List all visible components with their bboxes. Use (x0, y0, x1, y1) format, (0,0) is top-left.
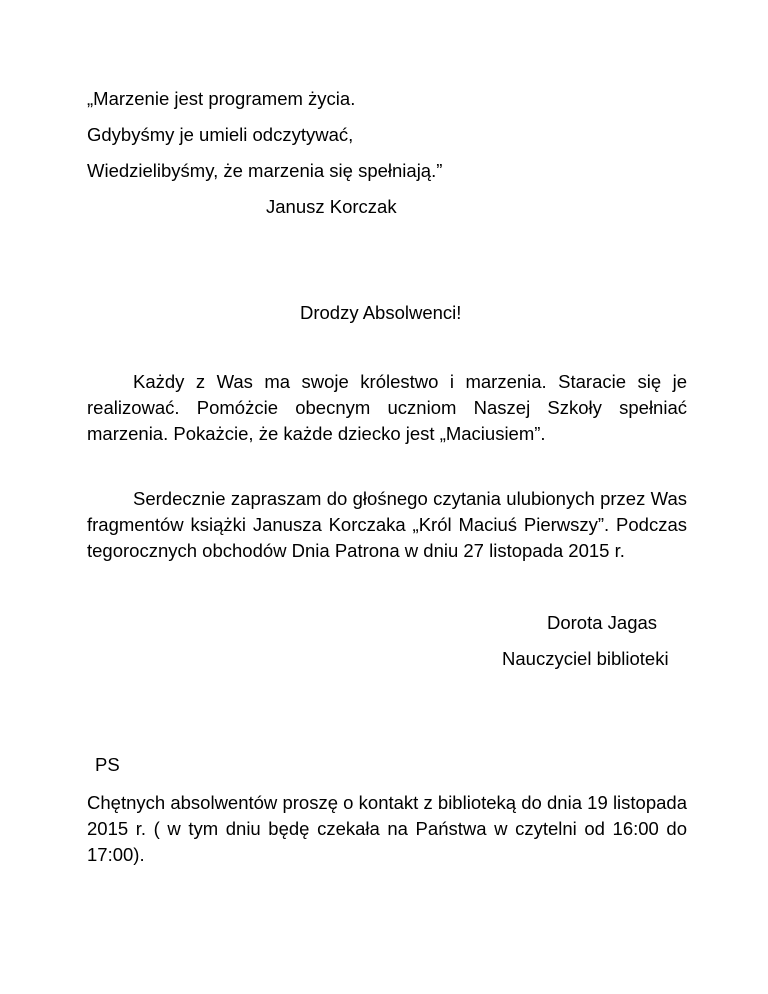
motto-line-3: Wiedzielibyśmy, że marzenia się spełniają.” (87, 160, 443, 181)
signature-name: Dorota Jagas (547, 612, 658, 633)
motto-author: Janusz Korczak (266, 196, 397, 217)
body-paragraph-2-text: Serdecznie zapraszam do głośnego czytania ulubionych przez Was fragmentów książki Janusza Korczaka „Król Maciuś Pierwszy”. Podczas tegorocznych obchodów Dnia Patrona w dniu 27 listopada 2015 r. (87, 488, 687, 561)
motto-line-2: Gdybyśmy je umieli odczytywać, (87, 124, 354, 145)
postscript-label: PS (95, 754, 120, 775)
salutation: Drodzy Absolwenci! (300, 302, 462, 323)
signature-role: Nauczyciel biblioteki (502, 648, 669, 669)
body-paragraph-2 (87, 486, 687, 564)
body-paragraph-1 (87, 369, 687, 447)
motto-line-1: „Marzenie jest programem życia. (87, 88, 356, 109)
postscript-text: Chętnych absolwentów proszę o kontakt z biblioteką do dnia 19 listopada 2015 r. ( w tym dniu będę czekała na Państwa w czytelni od 16:00 do 17:00). (87, 792, 687, 865)
body-paragraph-1-text: Każdy z Was ma swoje królestwo i marzenia. Staracie się je realizować. Pomóżcie obecnym uczniom Naszej Szkoły spełniać marzenia. Pokażcie, że każde dziecko jest „Maciusiem”. (87, 371, 687, 444)
